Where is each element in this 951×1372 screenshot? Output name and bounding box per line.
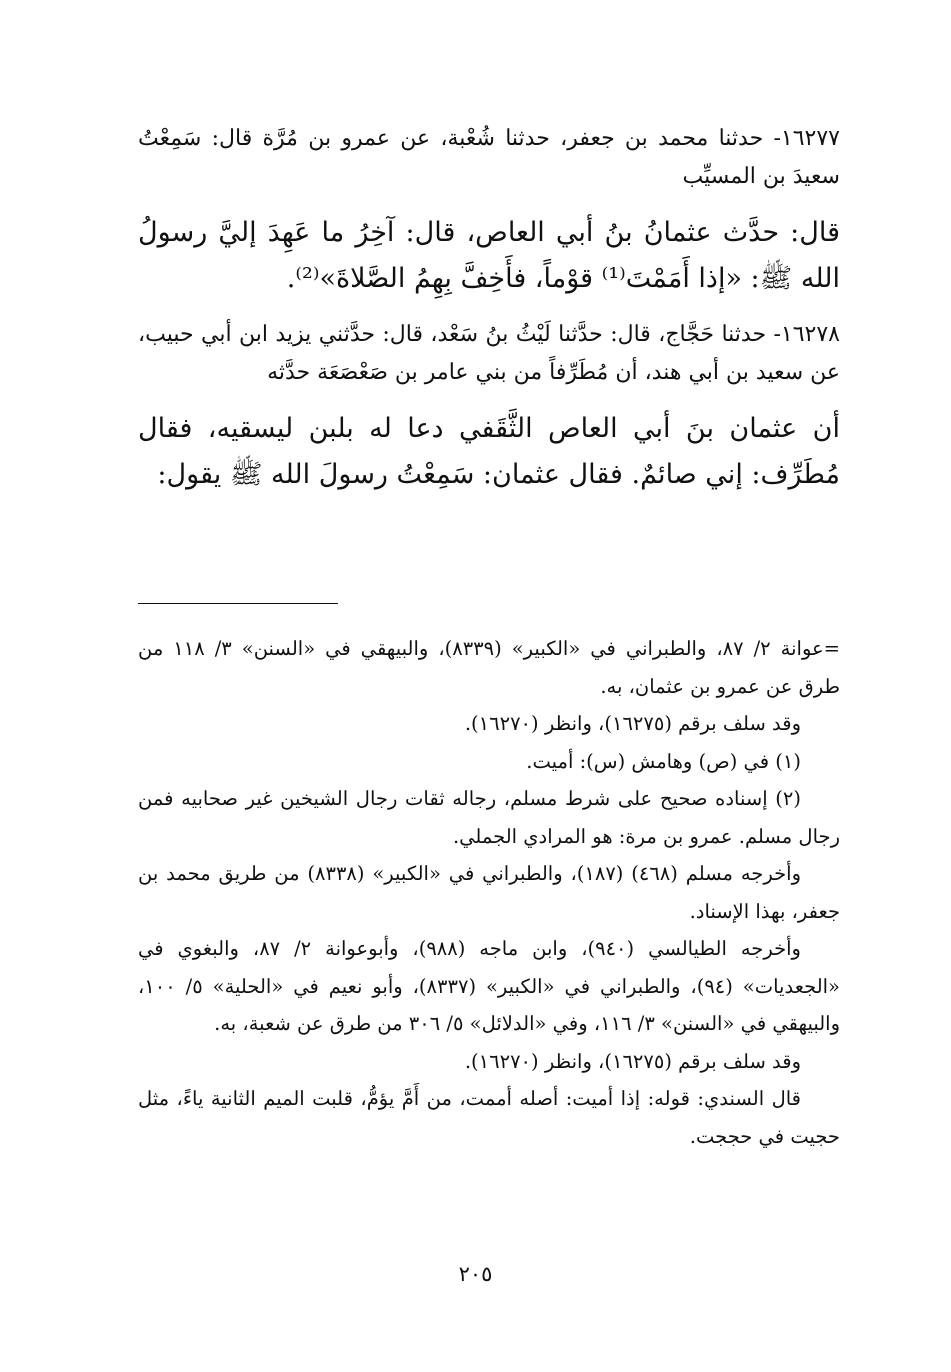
hadith-16278 [138, 316, 840, 498]
main-text [138, 120, 840, 508]
hadith-16277-isnad: ١٦٢٧٧- حدثنا محمد بن جعفر، حدثنا شُعْبة، عن عمرو بن مُرَّة قال: سَمِعْتُ سعيدَ بن المسيِّب [138, 126, 840, 189]
footnotes [138, 630, 840, 1155]
footnote-see-also-2: وقد سلف برقم (١٦٢٧٥)، وانظر (١٦٢٧٠). [464, 1049, 801, 1073]
footnote-2: (٢) إسناده صحيح على شرط مسلم، رجاله ثقات رجال الشيخين غير صحابيه فمن رجال مسلم. عمرو بن مرة: هو المرادي الجملي. [138, 787, 840, 848]
footnote-takhrij-2: وأخرجه الطيالسي (٩٤٠)، وابن ماجه (٩٨٨)، وأبوعوانة ٢/ ٨٧، والبغوي في «الجعديات» (٩٤)، والطبراني في «الكبير» (٨٣٣٧)، وأبو نعيم في «الحلية» ٥/ ١٠٠، والبيهقي في «السنن» ٣/ ١١٦، وفي «الدلائل» ٥/ ٣٠٦ من طرق عن شعبة، به. [138, 937, 840, 1035]
footnote-separator [138, 603, 338, 604]
hadith-16278-matn: أن عثمان بنَ أبي العاص الثَّقَفي دعا له بلبن ليسقيه، فقال مُطَرِّف: إني صائمٌ. فقال عثمان: سَمِعْتُ رسولَ الله ﷺ يقول: [138, 413, 840, 490]
footnote-takhrij-1: وأخرجه مسلم (٤٦٨) (١٨٧)، والطبراني في «الكبير» (٨٣٣٨) من طريق محمد بن جعفر، بهذا الإسناد. [138, 862, 840, 923]
footnote-see-also-1: وقد سلف برقم (١٦٢٧٥)، وانظر (١٦٢٧٠). [464, 712, 801, 735]
hadith-16278-isnad: ١٦٢٧٨- حدثنا حَجَّاج، قال: حدَّثنا لَيْثُ بنُ سَعْد، قال: حدَّثني يزيد ابن أبي حبيب، عن سعيد بن أبي هند، أن مُطَرِّفاً من بني عامر بن صَعْصَعَة حدَّثه [138, 322, 840, 385]
footnote-1: (١) في (ص) وهامش (س): أميت. [526, 749, 801, 773]
footnote-sindi: قال السندي: قوله: إذا أميت: أصله أممت، من أَمَّ يؤمُّ، قلبت الميم الثانية ياءً، مثل حجيت في حججت. [138, 1087, 840, 1148]
footnote-continuation: =عوانة ٢/ ٨٧، والطبراني في «الكبير» (٨٣٣٩)، والبيهقي في «السنن» ٣/ ١١٨ من طرق عن عمرو بن عثمان، به. [138, 637, 840, 698]
hadith-16277-matn: قال: حدَّث عثمانُ بنُ أبي العاص، قال: آخِرُ ما عَهِدَ إليَّ رسولُ الله ﷺ: «إذا أَمَمْتَ⁽¹⁾ قوْماً، فأَخِفَّ بِهِمُ الصَّلاةَ»⁽²⁾. [138, 217, 840, 294]
page-number: ٢٠٥ [458, 1262, 493, 1286]
hadith-16277 [138, 120, 840, 302]
